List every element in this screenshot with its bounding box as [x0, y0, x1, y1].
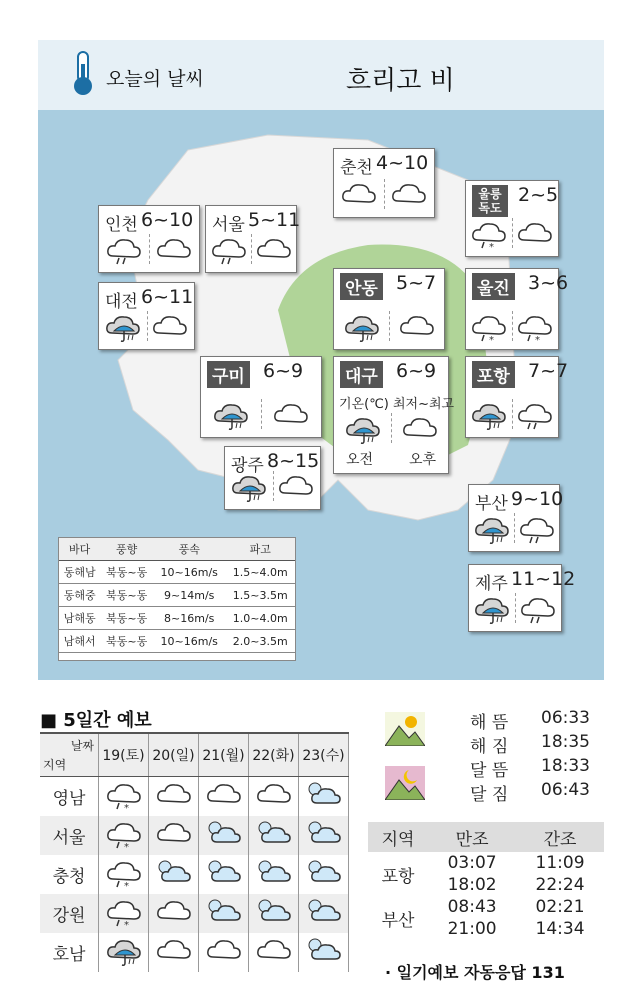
forecast-date: 20(일)	[149, 733, 199, 777]
cloud-snow-rain-icon	[99, 855, 149, 894]
cloud-sun-icon	[299, 777, 349, 817]
region-card-pohang	[465, 356, 569, 438]
tide-low: 22:24	[535, 875, 585, 895]
region-name: 부산	[475, 494, 508, 514]
tide-high: 21:00	[447, 919, 497, 939]
svg-text:*: *	[123, 802, 129, 811]
sea-cell: 1.0~4.0m	[225, 607, 295, 630]
region-card-seoul	[205, 205, 301, 273]
divider	[514, 513, 515, 543]
sea-table	[58, 537, 296, 661]
cloud-snow-rain-icon	[516, 311, 554, 341]
umbrella-icon	[470, 399, 508, 429]
sea-header: 파고	[225, 538, 295, 561]
sea-header: 풍속	[153, 538, 225, 561]
tide-high: 18:02	[447, 875, 497, 895]
sunmoon-label: 달 짐	[470, 785, 509, 805]
cloud-snow-rain-icon	[470, 218, 508, 248]
cloud-icon	[149, 933, 199, 972]
moon-mountain-icon	[385, 766, 425, 800]
sea-cell: 1.5~3.5m	[225, 584, 295, 607]
region-card-daejeon	[98, 282, 195, 350]
region-card-jeju	[468, 564, 576, 632]
cloud-sun-icon	[199, 816, 249, 855]
region-card-gwangju	[224, 446, 321, 510]
legend-temp: 기온(℃) 최저~최고	[339, 397, 455, 412]
tide-header: 만조	[455, 829, 489, 850]
sea-row	[59, 630, 295, 653]
region-card-ulleung	[465, 180, 559, 257]
cloud-icon	[151, 311, 189, 341]
divider	[147, 311, 148, 341]
region-temp: 4~10	[376, 152, 429, 174]
cloud-icon	[516, 218, 554, 248]
region-temp: 11~12	[511, 568, 576, 590]
cloud-sun-icon	[199, 894, 249, 933]
cloud-sun-icon	[299, 894, 349, 933]
sunmoon-label: 달 뜸	[470, 761, 509, 781]
sea-header-row	[59, 538, 295, 561]
divider	[512, 311, 513, 341]
weather-map	[38, 40, 604, 680]
tide-low: 11:09	[535, 853, 585, 873]
forecast-row	[40, 933, 349, 972]
cloud-icon	[340, 179, 378, 209]
svg-text:*: *	[489, 335, 494, 343]
tide-table	[368, 822, 604, 940]
sunmoon-time: 06:43	[541, 780, 590, 800]
umbrella-icon	[344, 413, 382, 443]
sunmoon-time: 18:35	[541, 732, 590, 752]
cloud-sun-icon	[299, 855, 349, 894]
cloud-icon	[149, 894, 199, 933]
cloud-icon	[255, 234, 293, 264]
forecast-region: 충청	[40, 855, 99, 894]
cloud-rain-icon	[210, 234, 248, 264]
sea-cell: 북동~동	[100, 584, 153, 607]
cloud-sun-icon	[149, 855, 199, 894]
region-name: 춘천	[340, 158, 373, 178]
cloud-sun-icon	[299, 816, 349, 855]
forecast-table	[40, 732, 349, 972]
svg-text:*: *	[123, 919, 129, 928]
divider	[512, 399, 513, 429]
thermometer-icon	[68, 50, 98, 98]
cloud-icon	[199, 777, 249, 817]
forecast-date: 21(월)	[199, 733, 249, 777]
sea-row	[59, 584, 295, 607]
tide-region: 포항	[381, 866, 415, 887]
divider	[391, 413, 392, 443]
forecast-header-row	[40, 733, 349, 777]
cloud-icon	[199, 933, 249, 972]
svg-text:*: *	[123, 880, 129, 889]
forecast-region: 호남	[40, 933, 99, 972]
cloud-snow-rain-icon	[99, 894, 149, 933]
footer-info: · 일기예보 자동응답 131	[385, 963, 565, 982]
corner-region: 지역	[43, 758, 67, 772]
cloud-icon	[401, 413, 439, 443]
umbrella-icon	[99, 933, 149, 972]
cloud-snow-rain-icon	[470, 311, 508, 341]
sea-cell: 남해서	[59, 630, 100, 653]
region-card-chuncheon	[333, 148, 435, 218]
region-temp: 9~10	[511, 488, 564, 510]
sea-row	[59, 561, 295, 584]
divider	[512, 218, 513, 248]
sea-cell: 9~14m/s	[153, 584, 225, 607]
region-card-uljin	[465, 268, 569, 350]
sunmoon-label: 해 짐	[470, 737, 509, 757]
cloud-icon	[272, 399, 310, 429]
region-temp: 2~5	[518, 184, 559, 206]
tide-high: 08:43	[447, 897, 497, 917]
region-name: 광주	[231, 456, 264, 476]
divider	[515, 593, 516, 623]
sea-cell: 1.5~4.0m	[225, 561, 295, 584]
region-name: 안동	[340, 273, 383, 300]
cloud-rain-icon	[516, 399, 554, 429]
cloud-icon	[390, 179, 428, 209]
cloud-icon	[249, 777, 299, 817]
umbrella-icon	[473, 513, 511, 543]
divider	[384, 179, 385, 209]
cloud-icon	[398, 311, 436, 341]
tide-low: 14:34	[535, 919, 585, 939]
region-name: 포항	[472, 361, 515, 388]
region-card-daegu	[333, 356, 455, 474]
sea-cell: 남해동	[59, 607, 100, 630]
tide-header: 간조	[543, 829, 577, 850]
divider	[251, 234, 252, 264]
tide-region: 부산	[381, 910, 415, 931]
divider	[389, 311, 390, 341]
sea-cell: 10~16m/s	[153, 630, 225, 653]
region-name: 대구	[340, 361, 383, 388]
region-temp: 8~15	[267, 450, 320, 472]
forecast-row	[40, 855, 349, 894]
cloud-rain-icon	[105, 234, 143, 264]
region-temp: 6~11	[141, 286, 194, 308]
sea-cell: 8~16m/s	[153, 607, 225, 630]
sea-cell: 북동~동	[100, 561, 153, 584]
tide-high: 03:07	[447, 853, 497, 873]
cloud-sun-icon	[249, 894, 299, 933]
region-name: 서울	[212, 215, 245, 235]
divider	[149, 234, 150, 264]
legend-am: 오전	[346, 452, 374, 468]
region-temp: 6~9	[396, 360, 437, 382]
region-card-incheon	[98, 205, 200, 273]
umbrella-icon	[473, 593, 511, 623]
cloud-icon	[249, 933, 299, 972]
tide-low: 02:21	[535, 897, 585, 917]
sea-cell: 2.0~3.5m	[225, 630, 295, 653]
sunmoon-label: 해 뜸	[470, 713, 509, 733]
tide-header: 지역	[381, 829, 415, 850]
region-temp: 5~7	[396, 272, 437, 294]
sea-cell: 10~16m/s	[153, 561, 225, 584]
cloud-sun-icon	[249, 816, 299, 855]
sunmoon-time: 18:33	[541, 756, 590, 776]
cloud-rain-icon	[519, 593, 557, 623]
region-card-gumi	[200, 356, 322, 438]
sunmoon-time: 06:33	[541, 708, 590, 728]
tide-row	[368, 896, 604, 918]
region-temp: 7~7	[528, 360, 569, 382]
forecast-region: 서울	[40, 816, 99, 855]
region-card-busan	[468, 484, 564, 552]
region-name: 인천	[105, 215, 138, 235]
forecast-title: ■ 5일간 예보	[40, 710, 152, 731]
sea-cell: 동해중	[59, 584, 100, 607]
umbrella-icon	[343, 311, 381, 341]
sea-cell: 동해남	[59, 561, 100, 584]
svg-text:*: *	[123, 841, 129, 850]
cloud-snow-rain-icon	[99, 816, 149, 855]
forecast-corner	[40, 733, 99, 777]
tide-row	[368, 852, 604, 874]
region-temp: 6~10	[141, 209, 194, 231]
umbrella-icon	[212, 399, 250, 429]
sea-cell: 북동~동	[100, 630, 153, 653]
region-name: 울진	[472, 273, 515, 300]
forecast-row	[40, 816, 349, 855]
cloud-icon	[155, 234, 193, 264]
cloud-icon	[149, 777, 199, 817]
cloud-icon	[149, 816, 199, 855]
forecast-row	[40, 777, 349, 817]
forecast-row	[40, 894, 349, 933]
sea-cell: 북동~동	[100, 607, 153, 630]
forecast-date: 23(수)	[299, 733, 349, 777]
region-temp: 6~9	[263, 360, 304, 382]
region-name: 대전	[105, 292, 138, 312]
region-card-andong	[333, 268, 445, 350]
legend-pm: 오후	[408, 452, 436, 468]
region-name: 구미	[207, 361, 250, 388]
cloud-sun-icon	[249, 855, 299, 894]
divider	[261, 399, 262, 429]
umbrella-icon	[104, 311, 142, 341]
corner-date: 날짜	[70, 739, 94, 753]
sea-header: 풍향	[100, 538, 153, 561]
cloud-rain-icon	[518, 513, 556, 543]
region-temp: 3~6	[528, 272, 569, 294]
forecast-region: 강원	[40, 894, 99, 933]
weather-condition: 흐리고 비	[346, 66, 455, 96]
region-name: 울릉 독도	[472, 185, 508, 217]
sea-row	[59, 607, 295, 630]
cloud-snow-rain-icon	[99, 777, 149, 817]
tide-header-row	[368, 822, 604, 852]
umbrella-icon	[230, 471, 268, 501]
header-bar	[38, 40, 604, 110]
cloud-sun-icon	[299, 933, 349, 972]
region-temp: 5~11	[248, 209, 301, 231]
divider	[273, 471, 274, 501]
forecast-date: 22(화)	[249, 733, 299, 777]
sea-header: 바다	[59, 538, 100, 561]
forecast-region: 영남	[40, 777, 99, 817]
region-name: 제주	[475, 574, 508, 594]
sun-mountain-icon	[385, 712, 425, 746]
page-title: 오늘의 날씨	[106, 68, 204, 90]
svg-text:*: *	[489, 242, 494, 250]
svg-text:*: *	[535, 335, 540, 343]
cloud-sun-icon	[199, 855, 249, 894]
cloud-icon	[277, 471, 315, 501]
forecast-date: 19(토)	[99, 733, 149, 777]
